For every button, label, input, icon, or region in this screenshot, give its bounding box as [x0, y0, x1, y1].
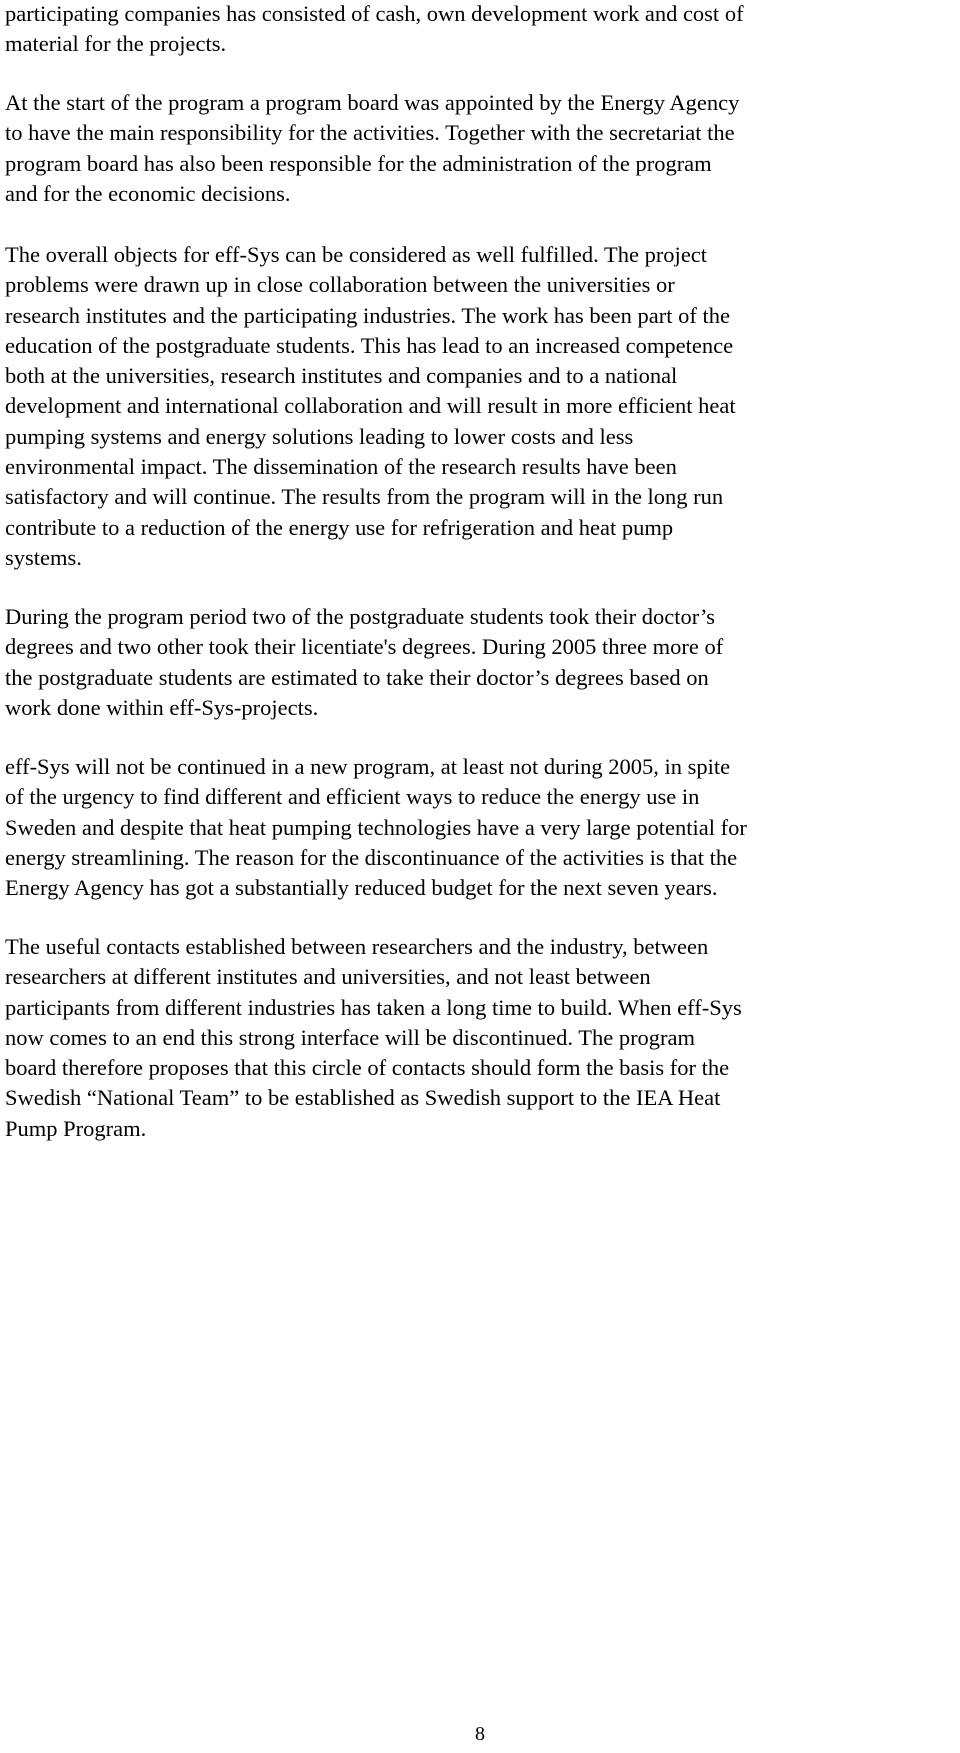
- paragraph-national-team: [5, 932, 955, 1144]
- text-line: now comes to an end this strong interface will be discontinued. The program: [5, 1024, 696, 1050]
- text-line: work done within eff-Sys-projects.: [5, 694, 319, 720]
- paragraph-funding-continued: [5, 0, 955, 60]
- text-line: board therefore proposes that this circle of contacts should form the basis for the: [5, 1055, 730, 1081]
- text-line: the postgraduate students are estimated to take their doctor’s degrees based on: [5, 664, 709, 690]
- text-line: and for the economic decisions.: [5, 180, 291, 206]
- text-line: contribute to a reduction of the energy use for refrigeration and heat pump: [5, 514, 674, 540]
- text-line: pumping systems and energy solutions leading to lower costs and less: [5, 423, 634, 449]
- text-line: The useful contacts established between researchers and the industry, between: [5, 934, 709, 959]
- text-line: development and international collaboration and will result in more efficient heat: [5, 393, 736, 419]
- text-line: Swedish “National Team” to be established as Swedish support to the IEA Heat: [5, 1085, 721, 1111]
- text-line: Sweden and despite that heat pumping technologies have a very large potential for: [5, 814, 747, 840]
- text-line: systems.: [5, 544, 82, 570]
- paragraph-degrees: [5, 602, 955, 723]
- text-line: of the urgency to find different and efficient ways to reduce the energy use in: [5, 784, 700, 810]
- text-line: material for the projects.: [5, 31, 227, 57]
- text-line: Energy Agency has got a substantially reduced budget for the next seven years.: [5, 875, 718, 901]
- text-line: The overall objects for eff-Sys can be considered as well fulfilled. The project: [5, 242, 708, 267]
- paragraph-program-board: [5, 88, 955, 209]
- page-number: 8: [475, 1723, 485, 1745]
- paragraph-objectives-fulfilled: [5, 240, 955, 573]
- text-line: environmental impact. The dissemination of the research results have been: [5, 454, 677, 480]
- text-line: Pump Program.: [5, 1115, 147, 1141]
- text-line: researchers at different institutes and universities, and not least between: [5, 964, 651, 990]
- text-line: problems were drawn up in close collaboration between the universities or: [5, 272, 675, 298]
- paragraph-discontinuation: [5, 752, 955, 903]
- text-line: program board has also been responsible for the administration of the program: [5, 150, 712, 176]
- document-page: [5, 0, 955, 1753]
- text-line: degrees and two other took their licentiate's degrees. During 2005 three more of: [5, 634, 724, 660]
- text-line: satisfactory and will continue. The results from the program will in the long run: [5, 484, 724, 510]
- text-line: to have the main responsibility for the activities. Together with the secretariat the: [5, 120, 735, 146]
- text-line: At the start of the program a program board was appointed by the Energy Agency: [5, 90, 740, 115]
- text-line: education of the postgraduate students. This has lead to an increased competence: [5, 332, 734, 358]
- text-line: both at the universities, research institutes and companies and to a national: [5, 363, 678, 389]
- text-line: During the program period two of the postgraduate students took their doctor’s: [5, 604, 716, 629]
- text-line: eff-Sys will not be continued in a new program, at least not during 2005, in spite: [5, 754, 731, 779]
- text-line: participating companies has consisted of cash, own development work and cost of: [5, 1, 744, 26]
- text-line: research institutes and the participating industries. The work has been part of the: [5, 302, 730, 328]
- text-line: energy streamlining. The reason for the discontinuance of the activities is that the: [5, 844, 738, 870]
- text-line: participants from different industries has taken a long time to build. When eff-Sys: [5, 994, 742, 1020]
